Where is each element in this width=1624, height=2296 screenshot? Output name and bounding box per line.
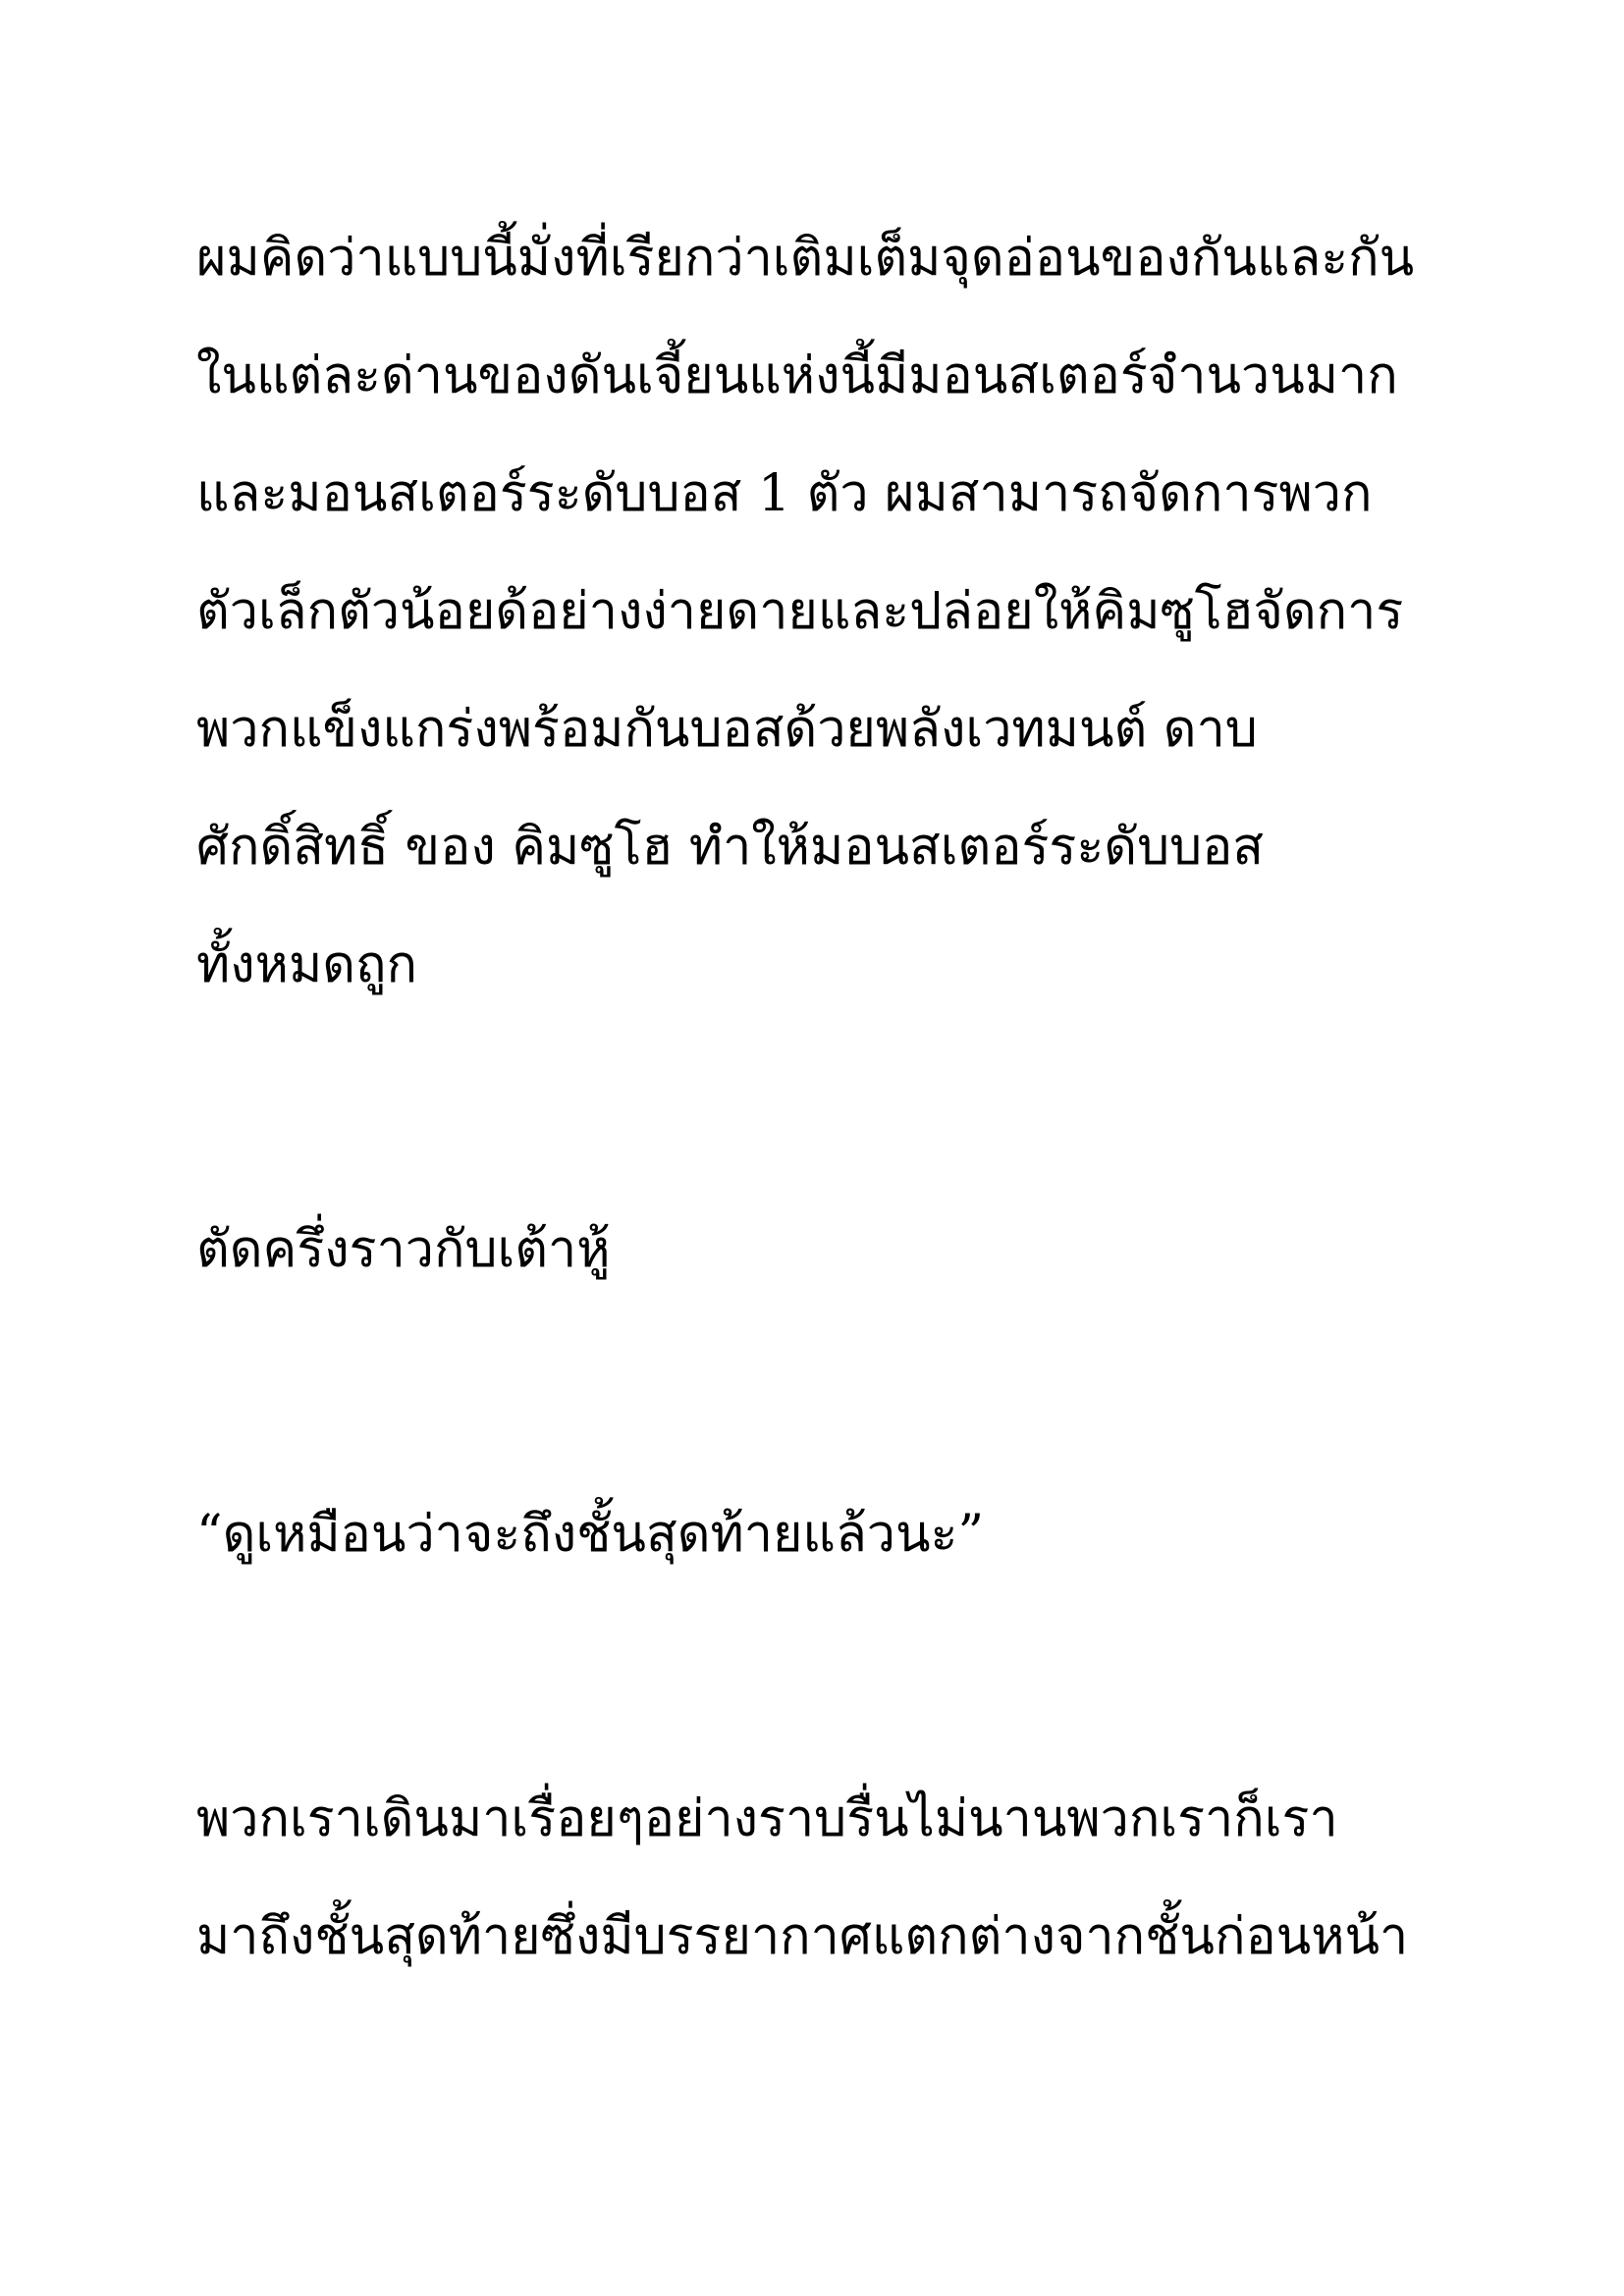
paragraph-4-line-1: พวกเราเดินมาเรื่อยๆอย่างราบรื่นไม่นานพวกเราก็เรา (196, 1789, 1338, 1848)
paragraph-2-line-1: ตัดครึ่งราวกับเต้าหู้ (196, 1220, 611, 1279)
paragraph-1-line-6: ศักดิ์สิทธิ์ ของ คิมซูโฮ ทำให้มอนสเตอร์ระดับบอส (196, 818, 1265, 877)
paragraph-1-line-2: ในแต่ละด่านของดันเจี้ยนแห่งนี้มีมอนสเตอร์จำนวนมาก (196, 347, 1398, 405)
paragraph-1-line-1: ผมคิดว่าแบบนี้มั่งที่เรียกว่าเติมเต็มจุดอ่อนของกันและกัน (196, 229, 1415, 288)
dialogue-quote: “ดูเหมือนว่าจะถึงชั้นสุดท้ายแล้วนะ” (196, 1505, 985, 1564)
paragraph-1-line-4: ตัวเล็กตัวน้อยด้อย่างง่ายดายและปล่อยให้คิมซูโฮจัดการ (196, 582, 1404, 641)
paragraph-1-line-5: พวกแข็งแกร่งพร้อมกันบอสด้วยพลังเวทมนต์ ดาบ (196, 700, 1258, 759)
paragraph-4-line-2: มาถึงชั้นสุดท้ายซึ่งมีบรรยากาศแตกต่างจากชั้นก่อนหน้า (196, 1907, 1409, 1966)
paragraph-1-line-3: และมอนสเตอร์ระดับบอส 1 ตัว ผมสามารถจัดการพวก (196, 464, 1373, 523)
paragraph-1-line-7: ทั้งหมดถูก (196, 935, 417, 994)
